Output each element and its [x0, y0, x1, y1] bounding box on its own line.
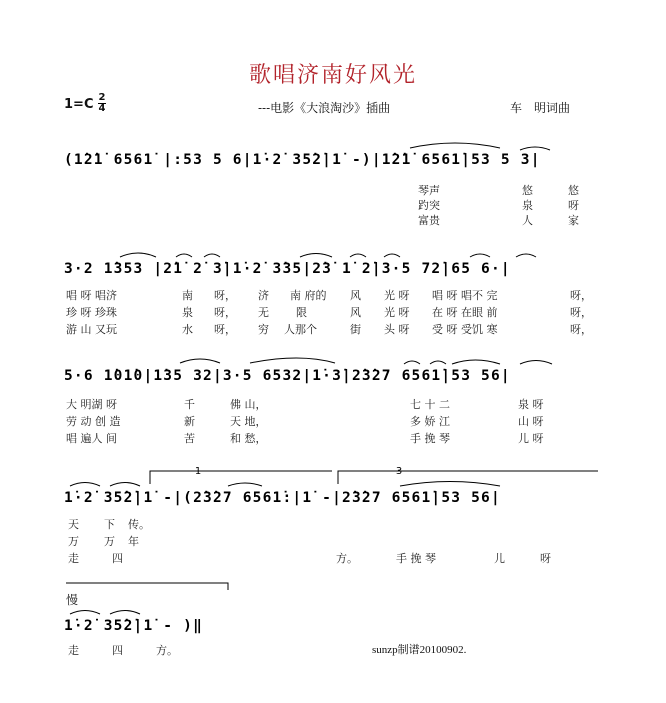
time-bottom: 4 — [98, 103, 106, 114]
lyric: 四 — [112, 644, 123, 657]
lyric: 万 — [68, 535, 79, 548]
slur — [120, 253, 156, 257]
lyric: 手 挽 琴 — [396, 552, 436, 565]
lyric: 穷 — [258, 323, 269, 336]
slur — [110, 483, 140, 487]
lyric: 儿 呀 — [518, 432, 544, 445]
lyric: 天 — [68, 518, 79, 531]
slur — [70, 483, 100, 487]
lyric: 趵突 — [418, 199, 440, 212]
lyric: 大 明湖 呀 — [66, 398, 117, 411]
music-line-3: 5·6 1̇01̇0|1̇35 32|3·5 6532|1̇·3̇|2̇3̇27 6561̇|53 56| — [64, 368, 511, 384]
slur — [410, 143, 500, 148]
lyric: 光 呀 — [384, 289, 410, 302]
lyric: 南 — [182, 289, 193, 302]
lyric: 头 呀 — [384, 323, 410, 336]
slur — [470, 254, 490, 257]
slur — [400, 482, 500, 487]
lyric: 富贵 — [418, 214, 440, 227]
lyric: 人那个 — [284, 323, 317, 336]
lyric: 呀， — [214, 306, 236, 319]
lyric: 唱 呀 唱济 — [66, 289, 117, 302]
song-title: 歌唱济南好风光 — [248, 63, 417, 88]
key-signature: 1=C — [64, 97, 94, 112]
slur — [176, 254, 192, 257]
lyric: 和 愁， — [230, 432, 267, 445]
lyric: 受 呀 受饥 寒 — [432, 323, 498, 336]
volta-2-number: 3 — [395, 466, 403, 477]
music-line-4: 1̇·2̇ 35̇2̇|1̇ -|(2̇3̇27 6561̇:|1̇ -|2̇3̇27 6561̇|53 56| — [64, 490, 501, 506]
lyric: 儿 — [494, 552, 505, 565]
lyric: 多 娇 江 — [410, 415, 450, 428]
lyric: 方。 — [336, 552, 358, 565]
music-line-5: 1̇·2̇ 35̇2̇|1̇ - )‖ — [64, 618, 204, 634]
volta-1-number: 1 — [194, 466, 202, 477]
lyric: 呀， — [570, 323, 592, 336]
slur — [180, 359, 220, 363]
lyric: 呀 — [540, 552, 551, 565]
music-line-1: (1̇2̇1̇ 6561̇ |:53 5 6|1̇·2̇ 35̇2̇|1̇ -)|1̇2̇1̇ 6561̇|53 5 3| — [64, 152, 541, 168]
lyric: 风 — [350, 289, 361, 302]
lyric: 泉 — [182, 306, 193, 319]
lyric: 南 府的 — [290, 289, 327, 302]
slur — [350, 254, 366, 257]
lyric: 人 — [522, 214, 533, 227]
time-top: 2 — [98, 92, 106, 103]
lyric: 下 — [104, 518, 115, 531]
lyric: 天 地， — [230, 415, 267, 428]
lyric: 走 — [68, 552, 79, 565]
lyric: 年 — [128, 535, 139, 548]
slur — [110, 611, 140, 615]
slur — [452, 360, 500, 364]
lyric: 呀， — [570, 289, 592, 302]
lyric: 万 — [104, 535, 115, 548]
lyric: 泉 呀 — [518, 398, 544, 411]
lyric: 风 — [350, 306, 361, 319]
lyric: 方。 — [156, 644, 178, 657]
lyric: 劳 动 创 造 — [66, 415, 121, 428]
slur — [520, 147, 550, 150]
slur — [430, 361, 446, 364]
lyric: 山 呀 — [518, 415, 544, 428]
lyric: 传。 — [128, 518, 150, 531]
lyric: 泉 — [522, 199, 533, 212]
composer: 车 明词曲 — [510, 101, 571, 115]
lyric: 济 — [258, 289, 269, 302]
lyric: 呀 — [568, 199, 579, 212]
lyric: 手 挽 琴 — [410, 432, 450, 445]
lyric: 唱 遍人 间 — [66, 432, 117, 445]
ending-bracket — [66, 583, 228, 590]
lyric: 街 — [350, 323, 361, 336]
credit-note: sunzp制谱20100902. — [372, 644, 467, 656]
lyric: 无 — [258, 306, 269, 319]
lyric: 悠 — [568, 184, 579, 197]
lyric: 新 — [184, 415, 195, 428]
lyric: 千 — [184, 398, 195, 411]
lyric: 悠 — [522, 184, 533, 197]
lyric: 走 — [68, 644, 79, 657]
lyric: 限 — [296, 306, 307, 319]
slur — [228, 483, 262, 486]
lyric: 呀， — [214, 289, 236, 302]
slur — [384, 254, 400, 257]
lyric: 光 呀 — [384, 306, 410, 319]
source-note: ---电影《大浪淘沙》插曲 — [258, 101, 391, 115]
slur — [250, 358, 335, 363]
lyric: 游 山 又玩 — [66, 323, 117, 336]
lyric: 唱 呀 唱不 完 — [432, 289, 498, 302]
lyric: 琴声 — [418, 184, 440, 197]
lyric: 在 呀 在眼 前 — [432, 306, 498, 319]
slur — [516, 254, 536, 257]
lyric: 佛 山， — [230, 398, 267, 411]
slur — [520, 361, 552, 365]
lyric: 家 — [568, 214, 579, 227]
lyric: 水 — [182, 323, 193, 336]
music-line-2: 3·2 1̇353 |2̇1̇ 2̇ 3̇|1̇·2̇ 3̇35|2̇3̇ 1̇ 2̇|3·5 72̇|65 6·| — [64, 261, 511, 277]
lyric: 七 十 二 — [410, 398, 450, 411]
slur — [404, 361, 420, 364]
lyric: 呀， — [570, 306, 592, 319]
lyric: 呀， — [214, 323, 236, 336]
lyric: 珍 呀 珍珠 — [66, 306, 117, 319]
lyric: 四 — [112, 552, 123, 565]
slur — [204, 254, 220, 257]
slur — [300, 254, 332, 258]
slur — [70, 611, 100, 615]
volta-1-bracket — [150, 471, 332, 484]
lyric: 苦 — [184, 432, 195, 445]
tempo-mark: 慢 — [66, 593, 79, 607]
